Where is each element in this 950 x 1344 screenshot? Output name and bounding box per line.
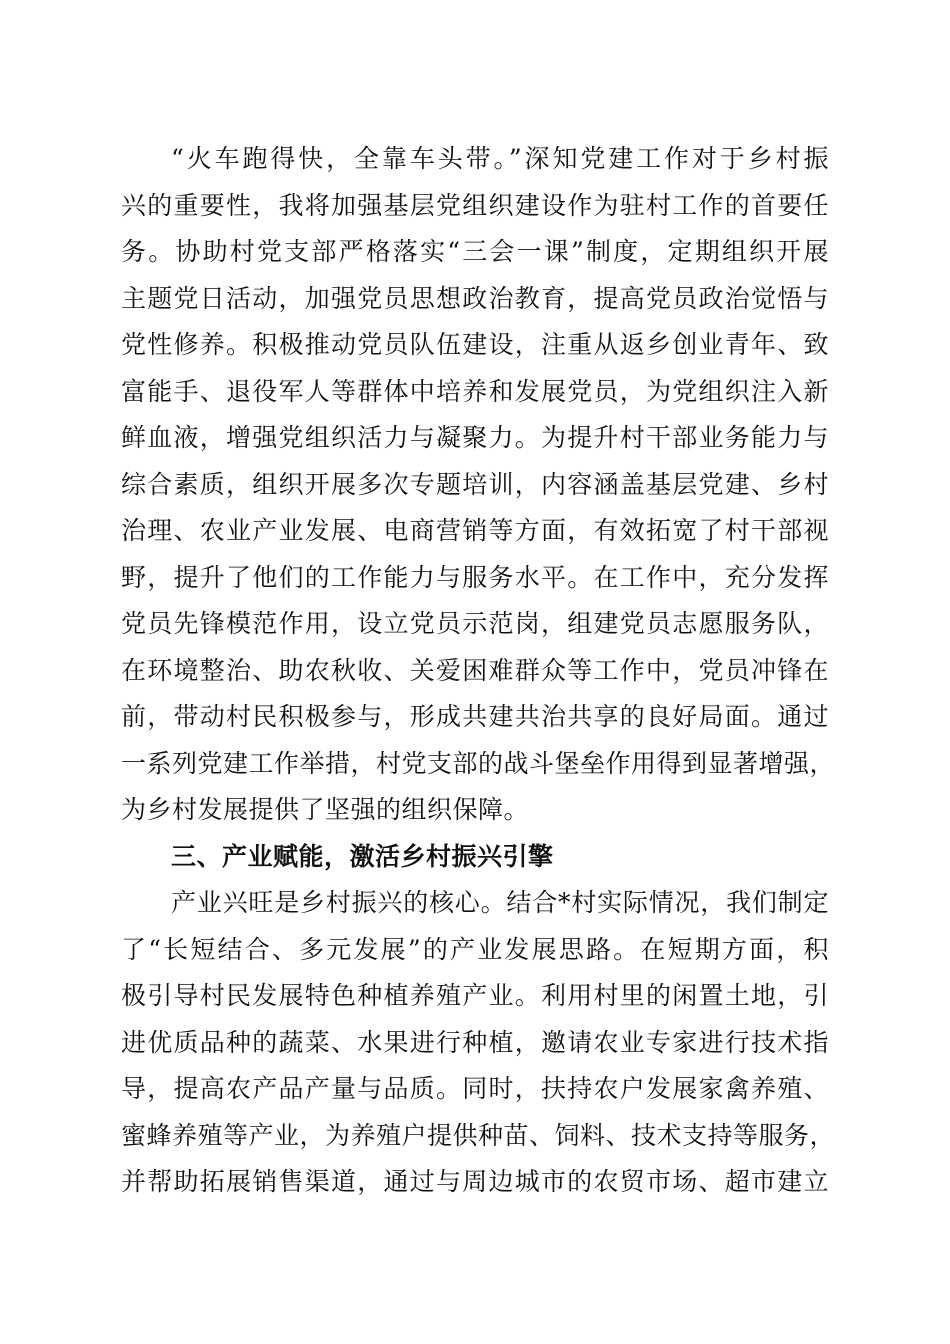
- section-heading: 三、产业赋能，激活乡村振兴引擎: [171, 842, 554, 871]
- paragraph-line: 在环境整治、助农秋收、关爱困难群众等工作中，党员冲锋在: [121, 655, 829, 685]
- paragraph-line: 主题党日活动，加强党员思想政治教育，提高党员政治觉悟与: [121, 283, 829, 313]
- paragraph-line: 了“长短结合、多元发展”的产业发展思路。在短期方面，积: [121, 934, 829, 964]
- paragraph-line: “火车跑得快，全靠车头带。”深知党建工作对于乡村振: [171, 144, 829, 173]
- paragraph-line: 极引导村民发展特色种植养殖产业。利用村里的闲置土地，引: [121, 981, 829, 1010]
- paragraph-line: 野，提升了他们的工作能力与服务水平。在工作中，充分发挥: [121, 562, 829, 592]
- paragraph-line: 蜜蜂养殖等产业，为养殖户提供种苗、饲料、技术支持等服务，: [121, 1120, 836, 1150]
- paragraph-line: 进优质品种的蔬菜、水果进行种植，邀请农业专家进行技术指: [121, 1027, 829, 1057]
- paragraph-line: 导，提高农产品产量与品质。同时，扶持农户发展家禽养殖、: [121, 1074, 829, 1103]
- section-heading-block: [121, 834, 829, 881]
- paragraph-line: 富能手、退役军人等群体中培养和发展党员，为党组织注入新: [121, 376, 829, 406]
- paragraph-line: 一系列党建工作举措，村党支部的战斗堡垒作用得到显著增强，: [121, 748, 836, 778]
- paragraph-line: 兴的重要性，我将加强基层党组织建设作为驻村工作的首要任: [121, 190, 829, 220]
- paragraph-line: 并帮助拓展销售渠道，通过与周边城市的农贸市场、超市建立: [121, 1167, 829, 1196]
- paragraph-industry: [121, 880, 836, 1206]
- paragraph-line: 党性修养。积极推动党员队伍建设，注重从返乡创业青年、致: [121, 330, 829, 359]
- paragraph-line: 前，带动村民积极参与，形成共建共治共享的良好局面。通过: [121, 702, 829, 731]
- paragraph-line: 治理、农业产业发展、电商营销等方面，有效拓宽了村干部视: [121, 516, 829, 545]
- paragraph-line: 产业兴旺是乡村振兴的核心。结合*村实际情况，我们制定: [171, 888, 829, 917]
- paragraph-line: 为乡村发展提供了坚强的组织保障。: [121, 795, 530, 824]
- paragraph-line: 鲜血液，增强党组织活力与凝聚力。为提升村干部业务能力与: [121, 423, 829, 452]
- paragraph-party-building: [121, 136, 836, 834]
- paragraph-line: 党员先锋模范作用，设立党员示范岗，组建党员志愿服务队，: [121, 609, 829, 638]
- paragraph-line: 综合素质，组织开展多次专题培训，内容涵盖基层党建、乡村: [121, 469, 829, 499]
- paragraph-line: 务。协助村党支部严格落实“三会一课”制度，定期组织开展: [121, 237, 829, 266]
